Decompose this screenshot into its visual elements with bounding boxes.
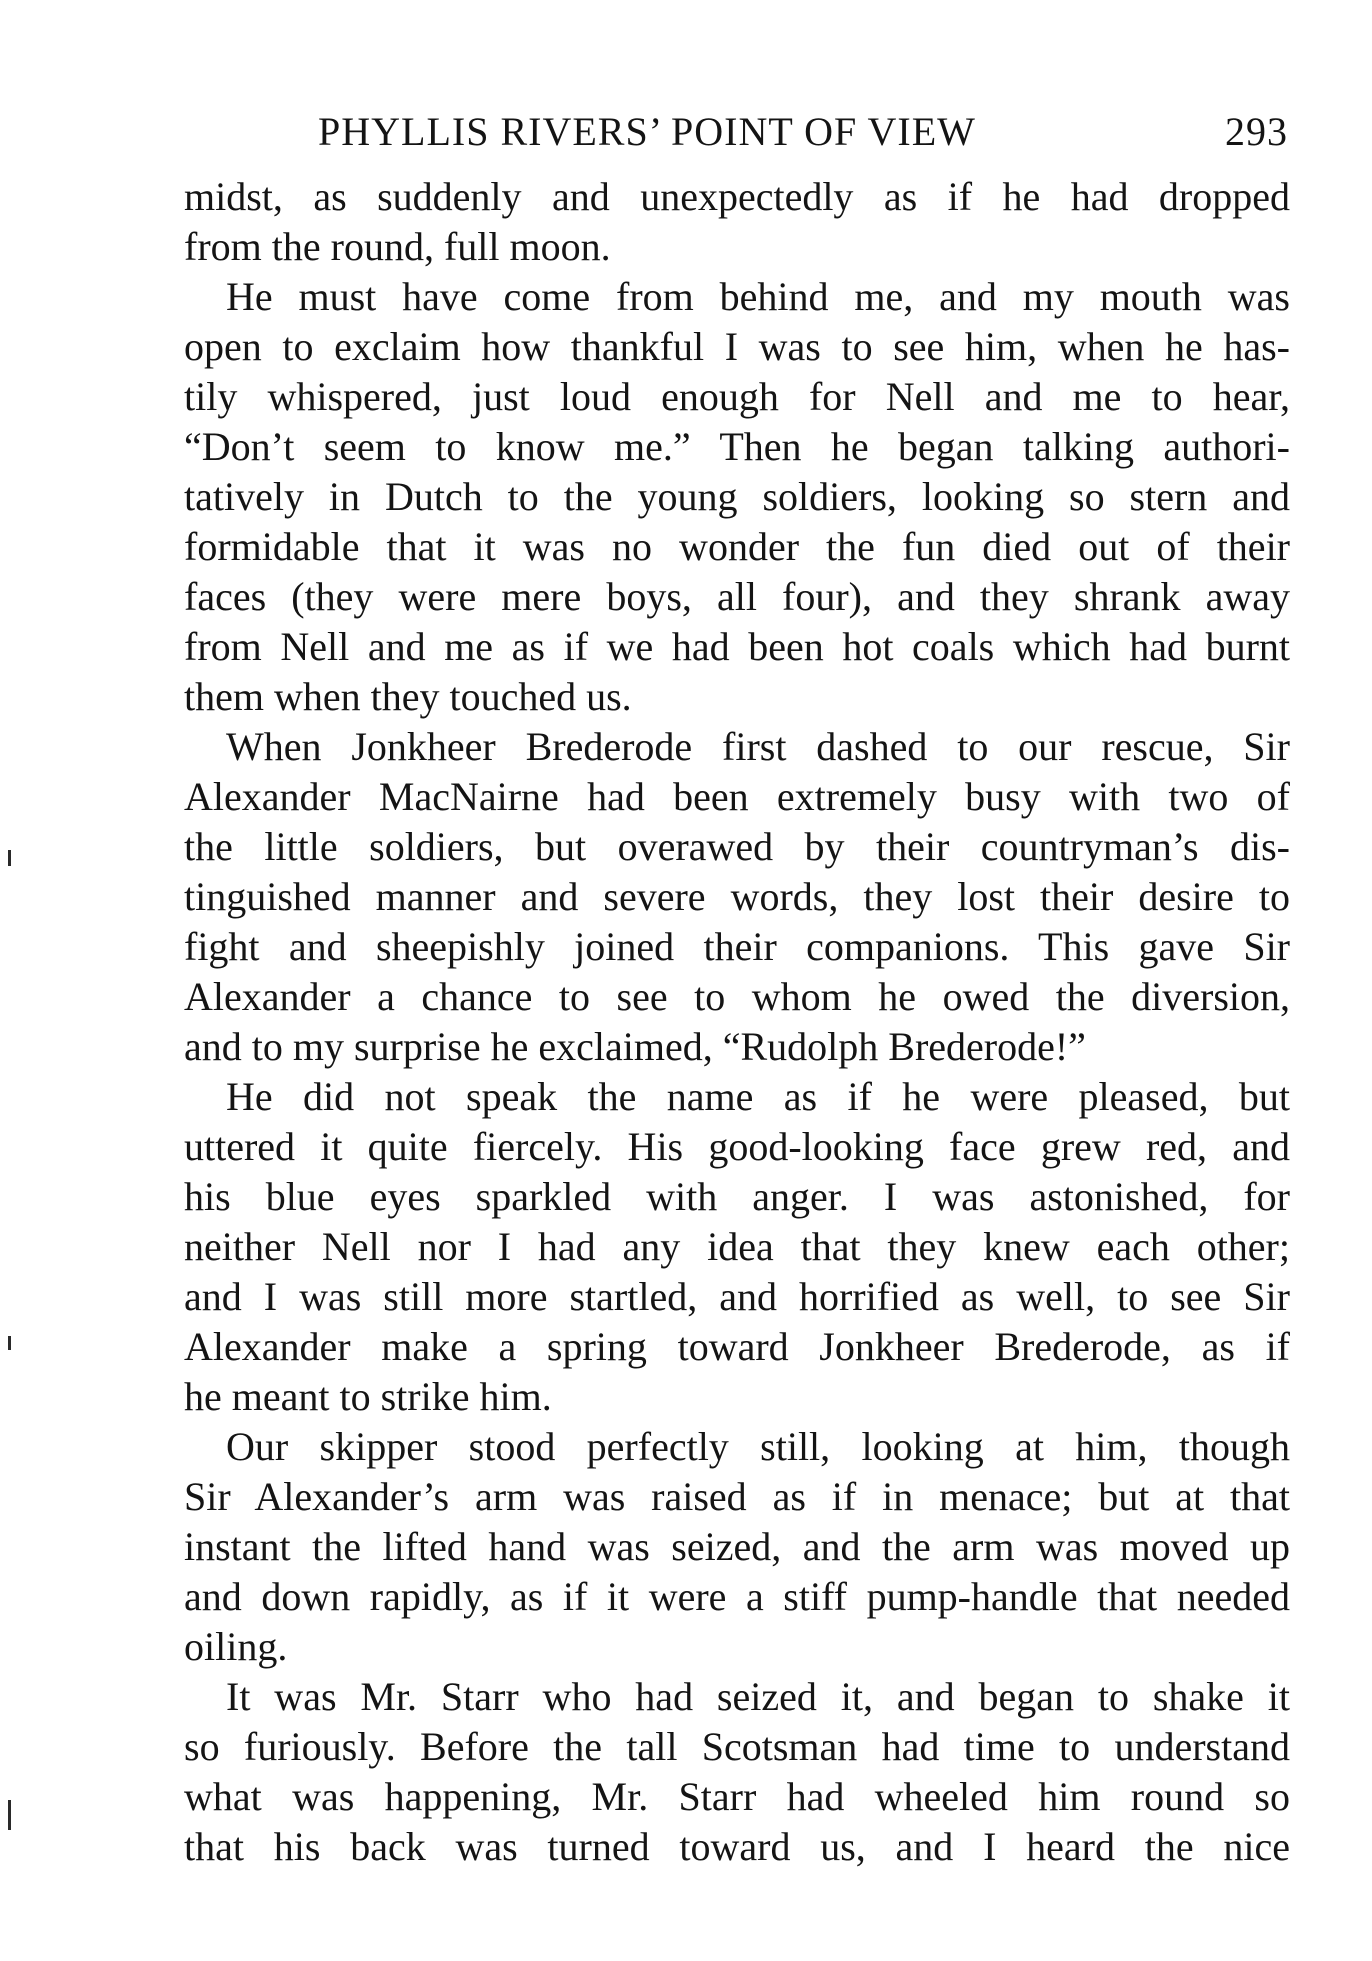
text-line: It was Mr. Starr who had seized it, and began to shake it [226,1674,1290,1719]
text-line: fight and sheepishly joined their companions. This gave Sir [184,924,1290,969]
text-line: He must have come from behind me, and my mouth was [226,274,1290,319]
scan-margin-mark [8,850,11,866]
text-line: he meant to strike him. [184,1374,552,1419]
body-text [184,172,1290,1872]
text-line: them when they touched us. [184,674,632,719]
text-line: that his back was turned toward us, and I heard the nice [184,1824,1290,1869]
text-line: so furiously. Before the tall Scotsman had time to understand [184,1724,1290,1769]
text-line: from the round, full moon. [184,224,611,269]
text-line: uttered it quite fiercely. His good-looking face grew red, and [184,1124,1290,1169]
text-line: Alexander MacNairne had been extremely busy with two of [184,774,1290,819]
text-line: Our skipper stood perfectly still, looking at him, though [226,1424,1290,1469]
text-line: instant the lifted hand was seized, and the arm was moved up [184,1524,1290,1569]
text-line: his blue eyes sparkled with anger. I was astonished, for [184,1174,1290,1219]
text-line: “Don’t seem to know me.” Then he began talking authori- [184,424,1290,469]
text-line: oiling. [184,1624,288,1669]
text-line: from Nell and me as if we had been hot coals which had burnt [184,624,1290,669]
scan-margin-mark [8,1800,11,1830]
text-line: tinguished manner and severe words, they lost their desire to [184,874,1290,919]
running-title: PHYLLIS RIVERS’ POINT OF VIEW [318,109,976,154]
text-line: formidable that it was no wonder the fun died out of their [184,524,1290,569]
text-line: When Jonkheer Brederode first dashed to our rescue, Sir [226,724,1290,769]
text-line: and I was still more startled, and horrified as well, to see Sir [184,1274,1290,1319]
text-line: and down rapidly, as if it were a stiff pump-handle that needed [184,1574,1290,1619]
running-head [318,108,1288,158]
text-line: tatively in Dutch to the young soldiers, looking so stern and [184,474,1290,519]
text-line: what was happening, Mr. Starr had wheeled him round so [184,1774,1290,1819]
text-line: faces (they were mere boys, all four), and they shrank away [184,574,1290,619]
text-line: the little soldiers, but overawed by their countryman’s dis- [184,824,1290,869]
text-line: and to my surprise he exclaimed, “Rudolph Brederode!” [184,1024,1086,1069]
text-line: neither Nell nor I had any idea that they knew each other; [184,1224,1290,1269]
text-line: Alexander a chance to see to whom he owed the diversion, [184,974,1290,1019]
text-line: He did not speak the name as if he were pleased, but [226,1074,1290,1119]
scan-margin-mark [8,1336,11,1350]
text-line: midst, as suddenly and unexpectedly as if he had dropped [184,174,1290,219]
text-line: tily whispered, just loud enough for Nell and me to hear, [184,374,1290,419]
page-number: 293 [1225,109,1288,154]
text-line: open to exclaim how thankful I was to see him, when he has- [184,324,1290,369]
text-line: Alexander make a spring toward Jonkheer Brederode, as if [184,1324,1290,1369]
text-line: Sir Alexander’s arm was raised as if in menace; but at that [184,1474,1290,1519]
